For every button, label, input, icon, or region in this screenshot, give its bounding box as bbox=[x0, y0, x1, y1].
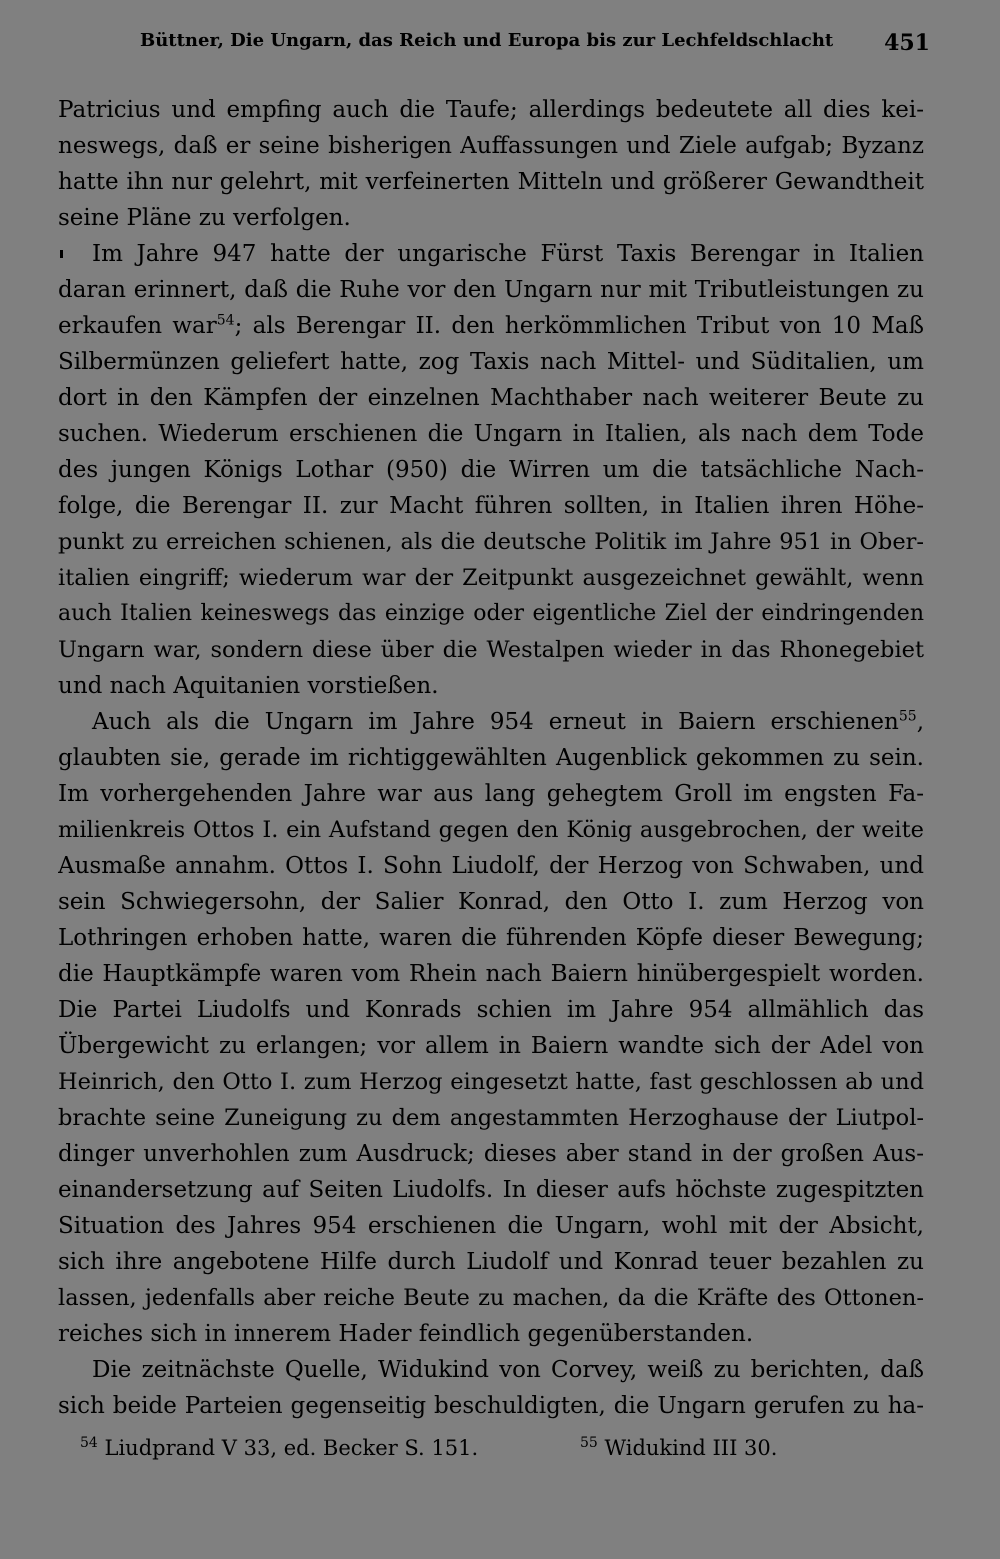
footnote-54 bbox=[80, 1430, 478, 1466]
text-line: folge, die Berengar II. zur Macht führen sollten, in Italien ihren Höhe- bbox=[58, 493, 924, 519]
footnote-text: Widukind III 30. bbox=[604, 1436, 778, 1460]
text-line: Ausmaße annahm. Ottos I. Sohn Liudolf, der Herzog von Schwaben, und bbox=[58, 853, 924, 879]
text-line: Patricius und empfing auch die Taufe; allerdings bedeutete all dies kei- bbox=[58, 97, 924, 123]
text-line-with-footnote-ref bbox=[58, 308, 924, 344]
text-line: seine Pläne zu verfolgen. bbox=[58, 205, 351, 231]
text-segment: ; als Berengar II. den herkömmlichen Tribut von 10 Maß bbox=[234, 313, 924, 339]
text-line-with-footnote-ref bbox=[58, 704, 924, 740]
footnote-number: 55 bbox=[580, 1435, 598, 1451]
text-line: die Hauptkämpfe waren vom Rhein nach Baiern hinübergespielt worden. bbox=[58, 961, 924, 987]
body-text bbox=[58, 92, 924, 1424]
text-line: dinger unverhohlen zum Ausdruck; dieses aber stand in der großen Aus- bbox=[58, 1141, 924, 1167]
text-line: des jungen Königs Lothar (950) die Wirren um die tatsächliche Nach- bbox=[58, 457, 924, 483]
text-line: sich beide Parteien gegenseitig beschuldigten, die Ungarn gerufen zu ha- bbox=[58, 1393, 924, 1419]
footnotes bbox=[80, 1430, 940, 1466]
text-line: Ungarn war, sondern diese über die Westalpen wieder in das Rhonegebiet bbox=[58, 637, 924, 663]
text-line: und nach Aquitanien vorstießen. bbox=[58, 673, 439, 699]
text-line: Lothringen erhoben hatte, waren die führenden Köpfe dieser Bewegung; bbox=[58, 925, 924, 951]
text-line: milienkreis Ottos I. ein Aufstand gegen den König ausgebrochen, der weite bbox=[58, 817, 924, 843]
text-segment: erkaufen war bbox=[58, 313, 217, 339]
footnote-text: Liudprand V 33, ed. Becker S. 151. bbox=[104, 1436, 479, 1460]
text-line: glaubten sie, gerade im richtiggewählten Augenblick gekommen zu sein. bbox=[58, 745, 924, 771]
text-line: lassen, jedenfalls aber reiche Beute zu machen, da die Kräfte des Ottonen- bbox=[58, 1285, 924, 1311]
text-line: Im Jahre 947 hatte der ungarische Fürst Taxis Berengar in Italien bbox=[92, 241, 924, 267]
text-line: reiches sich in innerem Hader feindlich gegenüberstanden. bbox=[58, 1321, 754, 1347]
text-line: brachte seine Zuneigung zu dem angestammten Herzoghause der Liutpol- bbox=[58, 1105, 924, 1131]
text-line: Heinrich, den Otto I. zum Herzog eingesetzt hatte, fast geschlossen ab und bbox=[58, 1069, 924, 1095]
text-line: daran erinnert, daß die Ruhe vor den Ungarn nur mit Tributleistungen zu bbox=[58, 277, 924, 303]
footnote-number: 54 bbox=[80, 1435, 98, 1451]
text-line: punkt zu erreichen schienen, als die deutsche Politik im Jahre 951 in Ober- bbox=[58, 529, 924, 555]
footnote-ref-54: 54 bbox=[216, 312, 235, 329]
text-line: Die zeitnächste Quelle, Widukind von Corvey, weiß zu berichten, daß bbox=[92, 1357, 924, 1383]
text-line: italien eingriff; wiederum war der Zeitpunkt ausgezeichnet gewählt, wenn bbox=[58, 565, 924, 591]
text-line: Silbermünzen geliefert hatte, zog Taxis nach Mittel- und Süditalien, um bbox=[58, 349, 924, 375]
page-number: 451 bbox=[884, 30, 930, 56]
footnote-55 bbox=[580, 1430, 777, 1466]
text-line: hatte ihn nur gelehrt, mit verfeinerten Mitteln und größerer Gewandtheit bbox=[58, 169, 924, 195]
text-line: sein Schwiegersohn, der Salier Konrad, den Otto I. zum Herzog von bbox=[58, 889, 924, 915]
text-line: Situation des Jahres 954 erschienen die Ungarn, wohl mit der Absicht, bbox=[58, 1213, 924, 1239]
text-line: Übergewicht zu erlangen; vor allem in Baiern wandte sich der Adel von bbox=[58, 1033, 924, 1059]
text-line: neswegs, daß er seine bisherigen Auffassungen und Ziele aufgab; Byzanz bbox=[58, 133, 924, 159]
text-line: suchen. Wiederum erschienen die Ungarn in Italien, als nach dem Tode bbox=[58, 421, 924, 447]
footnote-ref-55: 55 bbox=[898, 708, 917, 725]
text-line: Die Partei Liudolfs und Konrads schien im Jahre 954 allmählich das bbox=[58, 997, 924, 1023]
text-line: einandersetzung auf Seiten Liudolfs. In dieser aufs höchste zugespitzten bbox=[58, 1177, 924, 1203]
running-head bbox=[140, 30, 930, 66]
text-line: sich ihre angebotene Hilfe durch Liudolf und Konrad teuer bezahlen zu bbox=[58, 1249, 924, 1275]
text-segment: Auch als die Ungarn im Jahre 954 erneut in Baiern erschienen bbox=[92, 709, 899, 735]
text-line: dort in den Kämpfen der einzelnen Machthaber nach weiterer Beute zu bbox=[58, 385, 924, 411]
text-segment: , bbox=[916, 709, 924, 735]
text-line: auch Italien keineswegs das einzige oder eigentliche Ziel der eindringenden bbox=[58, 601, 924, 626]
text-line: Im vorhergehenden Jahre war aus lang gehegtem Groll im engsten Fa- bbox=[58, 781, 924, 807]
running-head-title: Büttner, Die Ungarn, das Reich und Europa bis zur Lechfeldschlacht bbox=[140, 30, 834, 51]
